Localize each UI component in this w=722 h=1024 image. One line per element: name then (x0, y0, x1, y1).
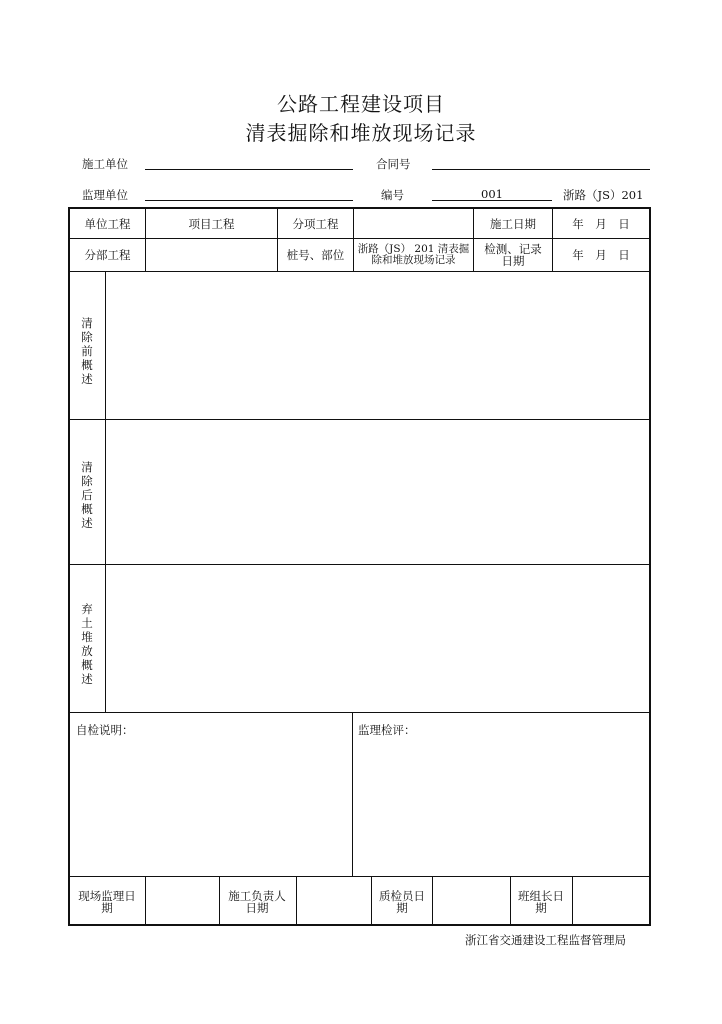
construction-date-label: 施工日期 (490, 216, 536, 231)
construction-unit-field[interactable] (145, 169, 353, 170)
supervision-unit-field[interactable] (145, 200, 353, 201)
unit-project-label: 单位工程 (84, 216, 131, 231)
title-line-2: 清表掘除和堆放现场记录 (245, 121, 477, 145)
contract-no-label: 合同号 (376, 157, 411, 171)
division-project-label: 分部工程 (84, 248, 131, 262)
quality-inspector-label: 质检员日期 (379, 888, 425, 915)
site-supervisor-sign-field[interactable] (146, 877, 219, 924)
item-project-label: 项目工程 (188, 216, 235, 231)
sub-item-project-field[interactable] (354, 209, 473, 238)
number-label: 编号 (381, 188, 404, 202)
construction-date-field[interactable]: 年 月 日 (572, 216, 630, 231)
quality-inspector-sign-field[interactable] (433, 877, 510, 924)
number-value[interactable]: 001 (481, 187, 503, 201)
record-name: 浙路（JS） 201 清表掘除和堆放现场记录 (357, 243, 470, 266)
form-code: 浙路（JS）201 (563, 188, 644, 202)
sub-item-project-label: 分项工程 (292, 216, 339, 231)
title-line-1: 公路工程建设项目 (277, 92, 445, 116)
contract-no-field[interactable] (432, 169, 650, 170)
before-clearing-area[interactable] (106, 272, 649, 419)
section-before-clearing-label: 清除前概述 (81, 316, 93, 386)
self-check-label: 自检说明： (76, 723, 134, 737)
section-spoil-stacking-label: 弃土堆放概述 (81, 602, 93, 686)
station-label: 桩号、部位 (286, 248, 345, 262)
construction-leader-label: 施工负责人日期 (228, 888, 286, 915)
construction-unit-label: 施工单位 (82, 157, 128, 171)
self-check-area[interactable] (70, 740, 352, 876)
site-supervisor-label: 现场监理日期 (78, 888, 136, 915)
construction-leader-sign-field[interactable] (297, 877, 371, 924)
supervision-review-area[interactable] (353, 740, 649, 876)
spoil-stacking-area[interactable] (106, 565, 649, 712)
inspect-record-date-field[interactable]: 年 月 日 (572, 248, 630, 262)
team-leader-sign-field[interactable] (573, 877, 649, 924)
inspect-record-date-label: 检测、记录日期 (484, 242, 542, 268)
supervision-unit-label: 监理单位 (82, 188, 128, 202)
issuer: 浙江省交通建设工程监督管理局 (465, 933, 626, 947)
after-clearing-area[interactable] (106, 420, 649, 564)
supervision-review-label: 监理检评： (358, 723, 416, 737)
division-project-field[interactable] (146, 239, 277, 271)
team-leader-label: 班组长日期 (518, 888, 564, 915)
section-after-clearing-label: 清除后概述 (81, 460, 93, 530)
